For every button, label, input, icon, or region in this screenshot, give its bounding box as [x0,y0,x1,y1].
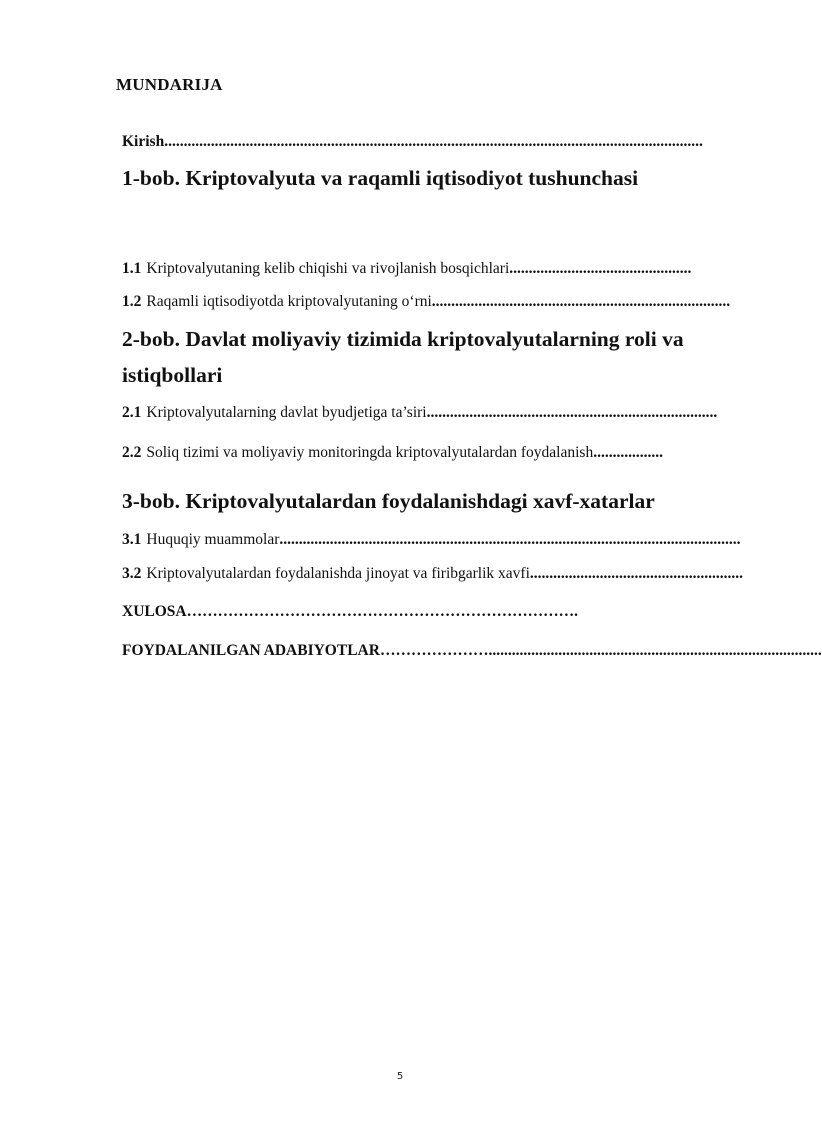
toc-leader-dots: …………………………………………………………………. [186,603,578,620]
section-title: Raqamli iqtisodiyotda kriptovalyutaning o‘rni [146,293,432,310]
toc-entry-3-2[interactable] [122,565,744,583]
toc-leader-dots: ............................................... [509,260,692,277]
toc-entry-2-1[interactable] [122,404,718,422]
section-number: 3.1 [122,531,142,548]
toc-entry-references[interactable] [122,642,822,660]
chapter-3-title[interactable]: 3-bob. Kriptovalyutalardan foydalanishdagi xavf-xatarlar [122,489,655,513]
toc-entry-intro[interactable] [122,133,718,151]
section-title: Kriptovalyutalardan foydalanishda jinoyat va firibgarlik xavfi [146,565,530,582]
section-title: Kriptovalyutalarning davlat byudjetiga ta’siri [146,404,427,421]
toc-entry-label: Kirish [122,133,165,150]
toc-entry-label: FOYDALANILGAN ADABIYOTLAR [122,642,380,659]
section-title: Huquqiy muammolar [146,531,280,548]
toc-heading: MUNDARIJA [116,75,223,94]
toc-entry-2-2[interactable] [122,444,718,462]
chapter-1-title[interactable]: 1-bob. Kriptovalyuta va raqamli iqtisodiyot tushunchasi [122,166,639,190]
section-number: 2.1 [122,404,142,421]
toc-leader-dots: ....................................................................................................................... [279,531,741,548]
section-number: 1.2 [122,293,142,310]
page-number: 5 [396,1071,404,1082]
section-number: 3.2 [122,565,142,582]
toc-leader-dots: …………………...................................................................................... [379,642,822,659]
toc-leader-dots: ........................................................................... [426,404,718,421]
section-number: 1.1 [122,260,142,277]
section-title: Soliq tizimi va moliyaviy monitoringda kriptovalyutalardan foydalanish [146,444,594,461]
section-number: 2.2 [122,444,142,461]
toc-leader-dots: ....................................................... [529,565,744,582]
chapter-2-title[interactable]: 2-bob. Davlat moliyaviy tizimida kriptovalyutalarning roli va istiqbollari [122,327,684,387]
toc-entry-label: XULOSA [122,603,187,620]
toc-entry-1-2[interactable] [122,293,731,311]
toc-leader-dots: .................. [593,444,663,461]
toc-entry-conclusion[interactable] [122,603,718,621]
toc-entry-1-1[interactable] [122,260,718,278]
toc-leader-dots: ............................................................................. [431,293,731,310]
section-title: Kriptovalyutaning kelib chiqishi va rivojlanish bosqichlari [146,260,510,277]
toc-entry-3-1[interactable] [122,531,741,549]
toc-leader-dots: ........................................................................................................................................... [164,133,703,150]
